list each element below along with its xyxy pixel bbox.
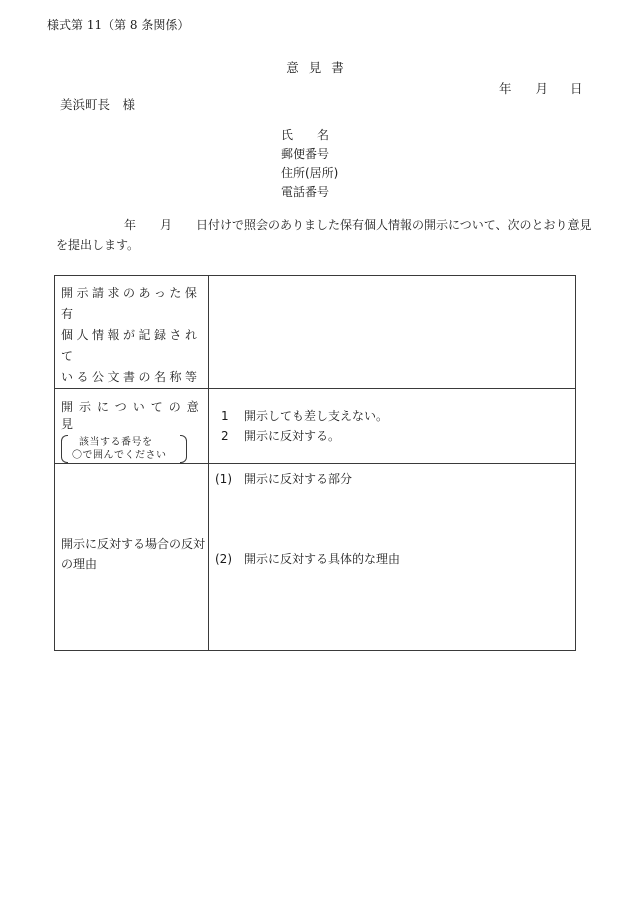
reason-item-1 bbox=[215, 470, 352, 487]
reason-label-cell bbox=[55, 464, 209, 651]
reason-field[interactable] bbox=[209, 464, 576, 651]
opinion-row bbox=[55, 389, 576, 464]
postal-label: 郵便番号 bbox=[281, 147, 330, 161]
document-label-line: 開示請求のあった保有 bbox=[61, 286, 201, 321]
address-label: 住所(居所) bbox=[281, 166, 339, 180]
instruction-note bbox=[61, 435, 187, 463]
document-label-line: 個人情報が記録されて bbox=[61, 328, 201, 363]
opinion-form-table bbox=[54, 275, 576, 651]
instruction-line: 〇で囲んでください bbox=[72, 450, 167, 461]
phone-label: 電話番号 bbox=[281, 185, 330, 199]
reason-number: (2) bbox=[215, 552, 232, 566]
date-day: 日 bbox=[570, 81, 583, 96]
document-label-line: いる公文書の名称等 bbox=[61, 370, 201, 384]
reason-number: (1) bbox=[215, 472, 232, 486]
page-title: 意見書 bbox=[286, 60, 354, 75]
document-name-field[interactable] bbox=[209, 276, 576, 389]
option-2[interactable] bbox=[221, 426, 575, 446]
form-number: 様式第 11（第 8 条関係） bbox=[47, 18, 190, 32]
opinion-options-cell bbox=[209, 389, 576, 464]
option-number: 1 bbox=[221, 409, 229, 423]
date-month: 月 bbox=[535, 81, 549, 96]
reason-row bbox=[55, 464, 576, 651]
reason-label-line: 開示に反対する場合の反対 bbox=[61, 537, 206, 551]
opinion-label-cell bbox=[55, 389, 209, 464]
addressee: 美浜町長 様 bbox=[60, 97, 136, 112]
option-number: 2 bbox=[221, 429, 229, 443]
date-line bbox=[499, 79, 583, 97]
opinion-label: 開示についての意見 bbox=[61, 400, 205, 431]
option-text: 開示に反対する。 bbox=[244, 429, 341, 443]
applicant-block bbox=[281, 126, 338, 202]
date-year: 年 bbox=[499, 81, 512, 96]
intro-line-1: 年 月 日付けで照会のありました保有個人情報の開示について、次のとおり意見 bbox=[124, 218, 592, 232]
document-label-cell bbox=[55, 276, 209, 389]
reason-item-2 bbox=[215, 550, 400, 567]
instruction-line: 該当する番号を bbox=[79, 437, 153, 448]
document-row bbox=[55, 276, 576, 389]
reason-label-line: の理由 bbox=[61, 557, 98, 571]
option-text: 開示しても差し支えない。 bbox=[244, 409, 389, 423]
option-1[interactable] bbox=[221, 406, 575, 426]
intro-line-2: を提出します。 bbox=[56, 238, 140, 252]
name-label: 氏 名 bbox=[281, 128, 330, 142]
reason-text: 開示に反対する部分 bbox=[244, 472, 353, 486]
reason-text: 開示に反対する具体的な理由 bbox=[244, 552, 401, 566]
